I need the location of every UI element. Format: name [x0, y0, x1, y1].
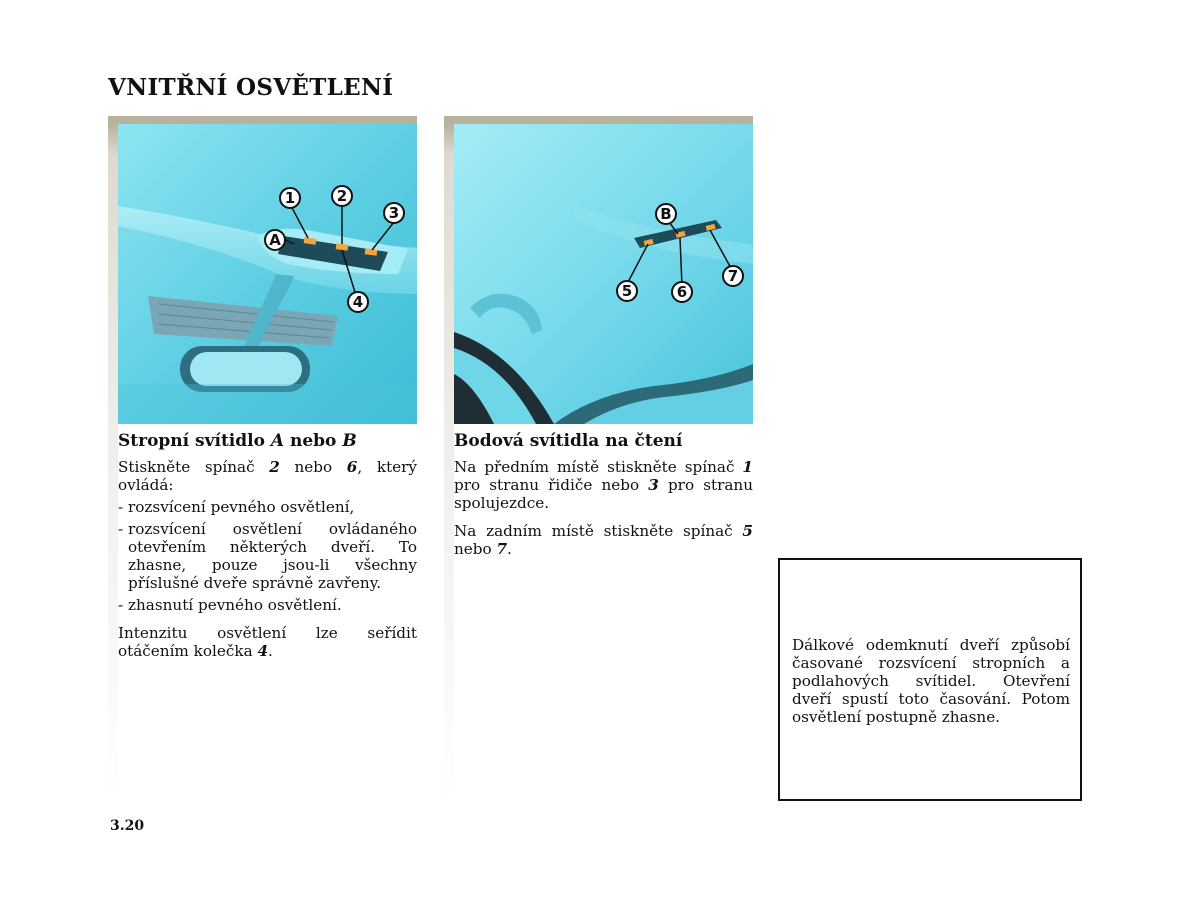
list-item: - rozsvícení pevného osvětlení,: [118, 498, 355, 516]
svg-text:B: B: [660, 205, 672, 223]
svg-text:6: 6: [676, 283, 688, 301]
left-heading: Stropní svítidlo A nebo B: [118, 431, 357, 451]
page-title: VNITŘNÍ OSVĚTLENÍ: [108, 74, 394, 101]
callout-4: [348, 292, 368, 312]
reading-light-photo: [454, 124, 753, 424]
svg-text:1: 1: [284, 189, 296, 207]
page-number: 3.20: [110, 818, 145, 834]
middle-column: [444, 116, 753, 806]
middle-paragraph-rear: Na zadním místě stiskněte spínač 5 nebo 7.: [454, 522, 753, 558]
ceiling-light-photo: [118, 124, 417, 424]
left-text: [118, 430, 417, 664]
list-item: - zhasnutí pevného osvětlení.: [118, 596, 342, 614]
svg-text:3: 3: [388, 204, 400, 222]
callout-2: [332, 186, 352, 206]
left-outro: Intenzitu osvětlení lze seřídit otáčením kolečka 4.: [118, 624, 417, 660]
svg-text:A: A: [269, 231, 281, 249]
callout-6: [672, 282, 692, 302]
svg-text:4: 4: [352, 293, 364, 311]
middle-text: [454, 430, 753, 562]
svg-text:2: 2: [336, 187, 348, 205]
left-intro: Stiskněte spínač 2 nebo 6, který ovládá:: [118, 458, 417, 494]
list-item: - rozsvícení osvětlení ovládaného otevřením některých dveří. To zhasne, pouze jsou-li všechny příslušné dveře správně zavřeny.: [118, 520, 417, 592]
callout-A: [265, 230, 285, 250]
note-text: Dálkové odemknutí dveří způsobí časované rozsvícení stropních a podlahových svítidel. Otevření dveří spustí toto časování. Potom osvětlení postupně zhasne.: [792, 636, 1070, 726]
svg-text:7: 7: [727, 267, 739, 285]
left-column: [108, 116, 417, 806]
callout-7: [723, 266, 743, 286]
svg-text:5: 5: [621, 282, 633, 300]
middle-paragraph-front: Na předním místě stiskněte spínač 1 pro stranu řidiče nebo 3 pro stranu spolujezdce.: [454, 458, 753, 512]
note-box: [778, 558, 1082, 801]
callout-1: [280, 188, 300, 208]
middle-heading: Bodová svítidla na čtení: [454, 431, 683, 451]
callout-3: [384, 203, 404, 223]
callout-5: [617, 281, 637, 301]
callout-B: [656, 204, 676, 224]
